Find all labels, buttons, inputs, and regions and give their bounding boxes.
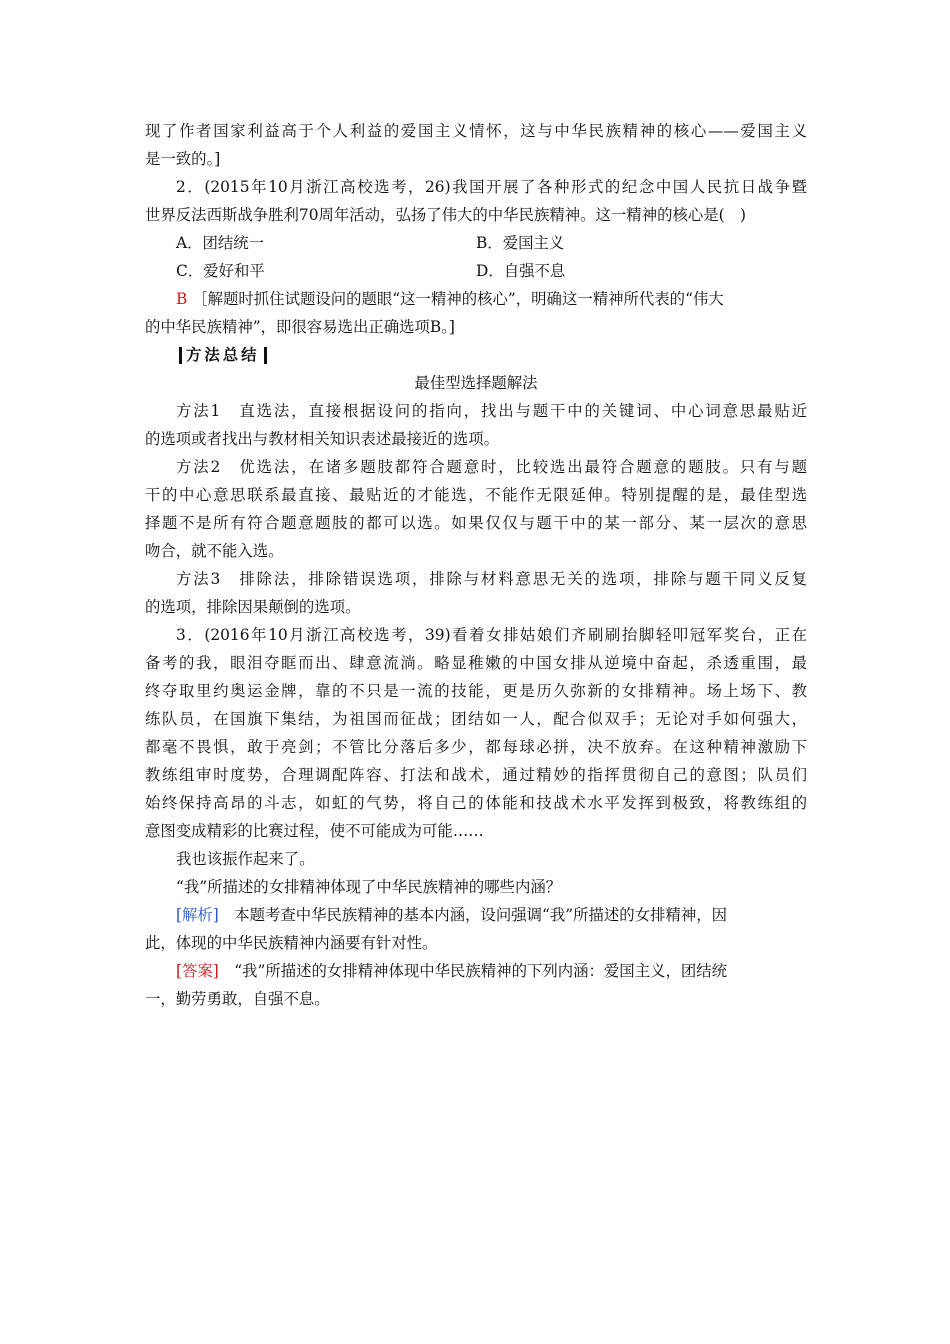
q2-option-d: D．自强不息 [476,262,566,280]
heading-bar-left [179,347,182,364]
q2-line-1: 2．(2015年10月浙江高校选考，26)我国开展了各种形式的纪念中国人民抗日战争暨 [176,178,807,196]
method-summary-heading-text: 方法总结 [186,346,260,364]
method2-line-2: 干的中心意思联系最直接、最贴近的才能选，不能作无限延伸。特别提醒的是，最佳型选 [145,486,807,504]
answer-text-1: “我”所描述的女排精神体现中华民族精神的下列内涵：爱国主义，团结统 [218,962,728,980]
q3-line-7: 始终保持高昂的斗志，如虹的气势，将自己的体能和技战术水平发挥到极致，将教练组的 [145,794,807,812]
q2-answer-line-1 [145,285,807,313]
q2-option-a: A．团结统一 [176,234,265,252]
analysis-tag: [解析] [176,906,219,924]
q2-option-b: B．爱国主义 [476,234,565,252]
analysis-text-1: 本题考查中华民族精神的基本内涵，设问强调“我”所描述的女排精神，因 [218,906,728,924]
q3-line-2: 备考的我，眼泪夺眶而出、肆意流淌。略显稚嫩的中国女排从逆境中奋起，杀透重围，最 [145,654,807,672]
answer-tag: [答案] [176,962,219,980]
q2-answer-text-1: ［解题时抓住试题设问的题眼“这一精神的核心”，明确这一精神所代表的“伟大 [192,290,724,308]
q3-analysis-line-1 [145,901,807,929]
q2-answer-letter: B [176,290,188,308]
method3-line-2: 的选项，排除因果颠倒的选项。 [145,598,361,616]
heading-bar-right [264,347,267,364]
q2-options-row-2 [145,257,807,285]
q3-line-5: 都毫不畏惧，敢于亮剑；不管比分落后多少，都每球必拼，决不放弃。在这种精神激励下 [145,738,807,756]
q3-answer-line-1 [145,957,807,985]
q2-answer-line-2: 的中华民族精神”，即很容易选出正确选项B。] [145,318,455,336]
method1-line-1: 方法1 直选法，直接根据设问的指向，找出与题干中的关键词、中心词意思最贴近 [176,402,807,420]
q2-option-c: C．爱好和平 [176,262,265,280]
q3-question: “我”所描述的女排精神体现了中华民族精神的哪些内涵？ [176,878,562,896]
q3-line-4: 练队员，在国旗下集结，为祖国而征战；团结如一人，配合似双手；无论对手如何强大， [145,710,807,728]
q3-me-line: 我也该振作起来了。 [176,850,315,868]
q3-line-6: 教练组审时度势，合理调配阵容、打法和战术，通过精妙的指挥贯彻自己的意图；队员们 [145,766,807,784]
intro-line-2: 是一致的。] [145,150,221,168]
q2-line-2: 世界反法西斯战争胜利70周年活动，弘扬了伟大的中华民族精神。这一精神的核心是( ) [145,206,747,224]
q3-line-1: 3．(2016年10月浙江高校选考，39)看着女排姑娘们齐刷刷抬脚轻叩冠军奖台，正在 [176,626,807,644]
q3-line-8: 意图变成精彩的比赛过程，使不可能成为可能…… [145,822,484,840]
method1-line-2: 的选项或者找出与教材相关知识表述最接近的选项。 [145,430,499,448]
method-summary-heading [145,341,807,369]
q3-line-3: 终夺取里约奥运金牌，靠的不只是一流的技能，更是历久弥新的女排精神。场上场下、教 [145,682,807,700]
method-title: 最佳型选择题解法 [414,374,538,392]
method2-line-1: 方法2 优选法，在诸多题肢都符合题意时，比较选出最符合题意的题肢。只有与题 [176,458,807,476]
q3-answer-line-2: 一，勤劳勇敢，自强不息。 [145,990,330,1008]
intro-line-1: 现了作者国家利益高于个人利益的爱国主义情怀，这与中华民族精神的核心——爱国主义 [145,122,807,140]
method2-line-3: 择题不是所有符合题意题肢的都可以选。如果仅仅与题干中的某一部分、某一层次的意思 [145,514,807,532]
q3-analysis-line-2: 此，体现的中华民族精神内涵要有针对性。 [145,934,438,952]
method3-line-1: 方法3 排除法，排除错误选项，排除与材料意思无关的选项，排除与题干同义反复 [176,570,807,588]
document-page [145,117,807,1013]
method2-line-4: 吻合，就不能入选。 [145,542,284,560]
q2-options-row-1 [145,229,807,257]
